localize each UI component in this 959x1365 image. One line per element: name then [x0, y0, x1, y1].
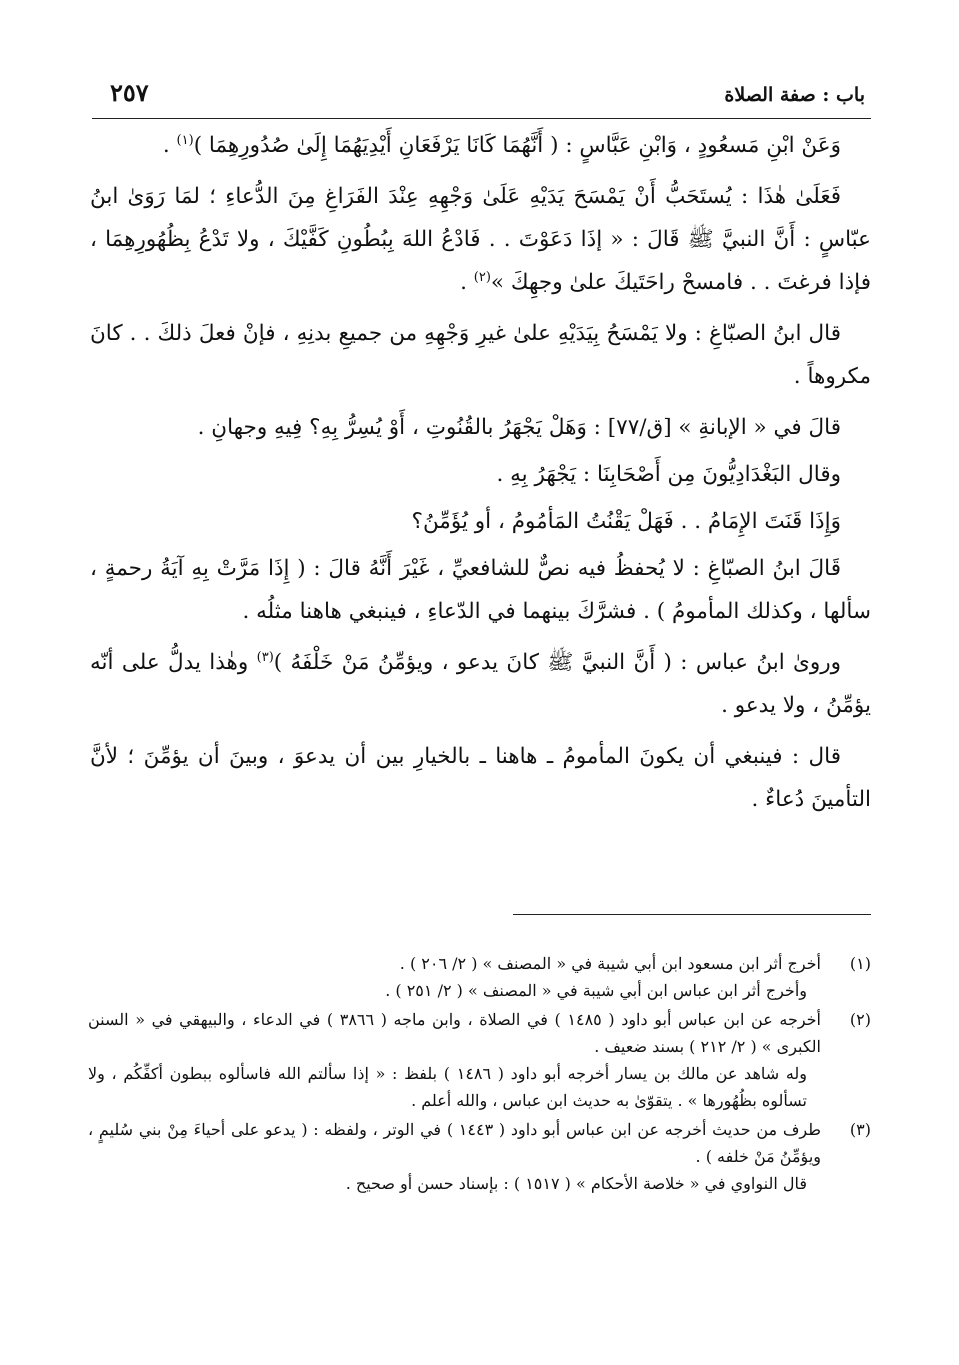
paragraph: قال : فينبغي أن يكونَ المأمومُ ـ هاهنا ـ بالخيارِ بين أن يدعوَ ، وبينَ أن يؤمِّنَ ؛ لأنَّ التأمينَ دُعاءٌ .	[90, 744, 871, 812]
footnote-2	[88, 1006, 871, 1114]
paragraph: وَإِذَا قَنَتَ الإِمَامُ . . فَهَلْ يَقْنُتُ المَأمُومُ ، أو يُؤَمِّنُ؟	[411, 509, 841, 534]
footnote-line: طرف من حديث أخرجه عن ابن عباس أبو داود ( ١٤٤٣ ) في الوتر ، ولفظه : ( يدعو على أحياءَ مِنْ بني سُليمٍ ، ويؤمِّنُ مَنْ خلفه ) .	[88, 1120, 821, 1166]
footnote-line: أخرج أثر ابن مسعود ابن أبي شيبة في « المصنف » ( ٢/ ٢٠٦ ) .	[399, 954, 821, 973]
footnote-number: (٢)	[849, 1010, 871, 1029]
paragraph: قال ابنُ الصبّاغِ : ولا يَمْسَحُ بِيَدَيْهِ علىٰ غيرِ وَجْهِهِ من جميعِ بدنِهِ ، فإنْ فعلَ ذلكَ . . كانَ مكروهاً .	[90, 321, 871, 389]
paragraph: قالَ في « الإبانةِ » [ق/٧٧] : وَهَلْ يَجْهَرُ بالقُنُوتِ ، أَوْ يُسِرُّ بِهِ؟ فِيهِ وجهانِ .	[197, 415, 841, 440]
page-header	[92, 78, 871, 119]
footnote-1	[88, 950, 871, 1004]
footnotes	[88, 950, 871, 1199]
footnote-number: (٣)	[849, 1120, 871, 1139]
paragraph: وقال البَغْدَادِيُّونَ مِن أَصْحَابِنَا : يَجْهَرُ بِهِ .	[496, 462, 841, 487]
footnote-number: (١)	[849, 954, 871, 973]
paragraph: فَعَلَىٰ هٰذَا : يُستَحَبُّ أَنْ يَمْسَحَ يَدَيْهِ عَلَىٰ وَجْهِهِ عِنْدَ الفَرَاغِ مِنَ الدُّعاءِ ؛ لمَا رَوَىٰ ابنُ عبّاسٍ : أَنَّ النبيَّ ﷺ قَالَ : « إذَا دَعَوْتَ . . فَادْعُ اللهَ بِبُطُونِ كَفَّيْكَ ، ولا تَدْعُ بِظُهُورِهِمَا ، فإذا فرغتَ . . فامسحْ راحَتَيكَ علىٰ وجهِكَ »$^{(٢)}$ .	[90, 184, 871, 295]
footnote-mark: (٣)	[256, 649, 274, 665]
footnote-line: أخرجه عن ابن عباس أبو داود ( ١٤٨٥ ) في الصلاة ، وابن ماجه ( ٣٨٦٦ ) في الدعاء ، والبيهقي في « السنن الكبرى » ( ٢/ ٢١٢ ) بسند ضعيف .	[88, 1010, 822, 1056]
footnote-line: وله شاهد عن مالك بن يسار أخرجه أبو داود ( ١٤٨٦ ) بلفظ : « إذا سألتم الله فاسألوه ببطون أكفِّكُم ، ولا تسألوه بظُهُورها » . يتقوّىٰ به حديث ابن عباس ، والله أعلم .	[88, 1064, 808, 1110]
footnote-3	[88, 1116, 871, 1197]
footnote-mark: (١)	[176, 132, 194, 148]
paragraph: قَالَ ابنُ الصبّاغِ : لا يُحفظُ فيه نصٌّ للشافعيِّ ، غَيْرَ أَنَّهُ قالَ : ( إِذَا مَرَّتْ بِهِ آيَةُ رحمةٍ ، سألها ، وكذلك المأمومُ ) . فشرَّكَ بينهما في الدّعاءِ ، فينبغي هاهنا مثلُه .	[90, 556, 871, 624]
paragraph: وَعَنْ ابْنِ مَسعُودٍ ، وَابْنِ عَبَّاسٍ : ( أَنَّهُمَا كَانَا يَرْفَعَانِ أَيْدِيَهُمَا إِلَىٰ صُدُورِهِمَا )$^{(١)}$ .	[162, 132, 841, 158]
page-number: ٢٥٧	[110, 78, 149, 107]
footnote-separator	[513, 914, 871, 915]
footnote-mark: (٢)	[473, 269, 491, 285]
chapter-title: باب : صفة الصلاة	[724, 84, 865, 106]
footnote-line: وأخرج أثر ابن عباس ابن أبي شيبة في « المصنف » ( ٢/ ٢٥١ ) .	[385, 981, 807, 1000]
paragraph: وروىٰ ابنُ عباس : ( أَنَّ النبيَّ ﷺ كانَ يدعو ، ويؤمِّنُ مَنْ خَلْفَهُ )$^{(٣)}$ وهٰذا يدلُّ على أنّه يؤمِّنُ ، ولا يدعو .	[90, 649, 871, 718]
main-text	[90, 124, 871, 829]
footnote-line: قال النواوي في « خلاصة الأحكام » ( ١٥١٧ ) : بإسناد حسن أو صحيح .	[345, 1174, 807, 1193]
